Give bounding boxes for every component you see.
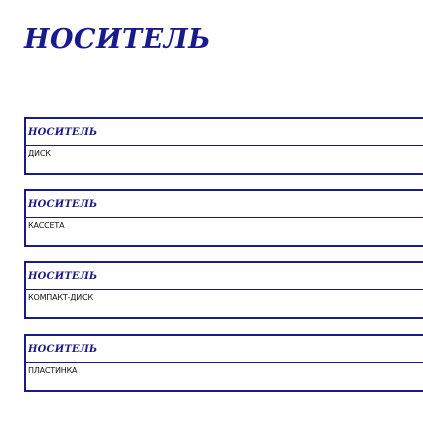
card-left-border	[24, 189, 26, 247]
card-left-border	[24, 117, 26, 175]
card-left-border	[24, 334, 26, 392]
card-divider	[24, 362, 423, 363]
card-bottom-rule	[24, 317, 423, 319]
card-top-rule	[24, 117, 423, 119]
card-divider	[24, 217, 423, 218]
card-top-rule	[24, 189, 423, 191]
media-card	[24, 261, 423, 319]
media-card	[24, 117, 423, 175]
card-top-rule	[24, 334, 423, 336]
card-bottom-rule	[24, 173, 423, 175]
card-divider	[24, 289, 423, 290]
media-card	[24, 189, 423, 247]
card-value: КОМПАКТ-ДИСК	[28, 293, 93, 302]
card-label: НОСИТЕЛЬ	[28, 127, 98, 138]
card-value: ДИСК	[28, 149, 51, 158]
card-left-border	[24, 261, 26, 319]
card-bottom-rule	[24, 245, 423, 247]
card-value: ПЛАСТИНКА	[28, 366, 78, 375]
media-card	[24, 334, 423, 392]
card-value: КАССЕТА	[28, 221, 65, 230]
card-divider	[24, 145, 423, 146]
card-bottom-rule	[24, 390, 423, 392]
card-label: НОСИТЕЛЬ	[28, 344, 98, 355]
card-label: НОСИТЕЛЬ	[28, 199, 98, 210]
card-label: НОСИТЕЛЬ	[28, 271, 98, 282]
card-top-rule	[24, 261, 423, 263]
page-title: НОСИТЕЛЬ	[24, 24, 211, 55]
